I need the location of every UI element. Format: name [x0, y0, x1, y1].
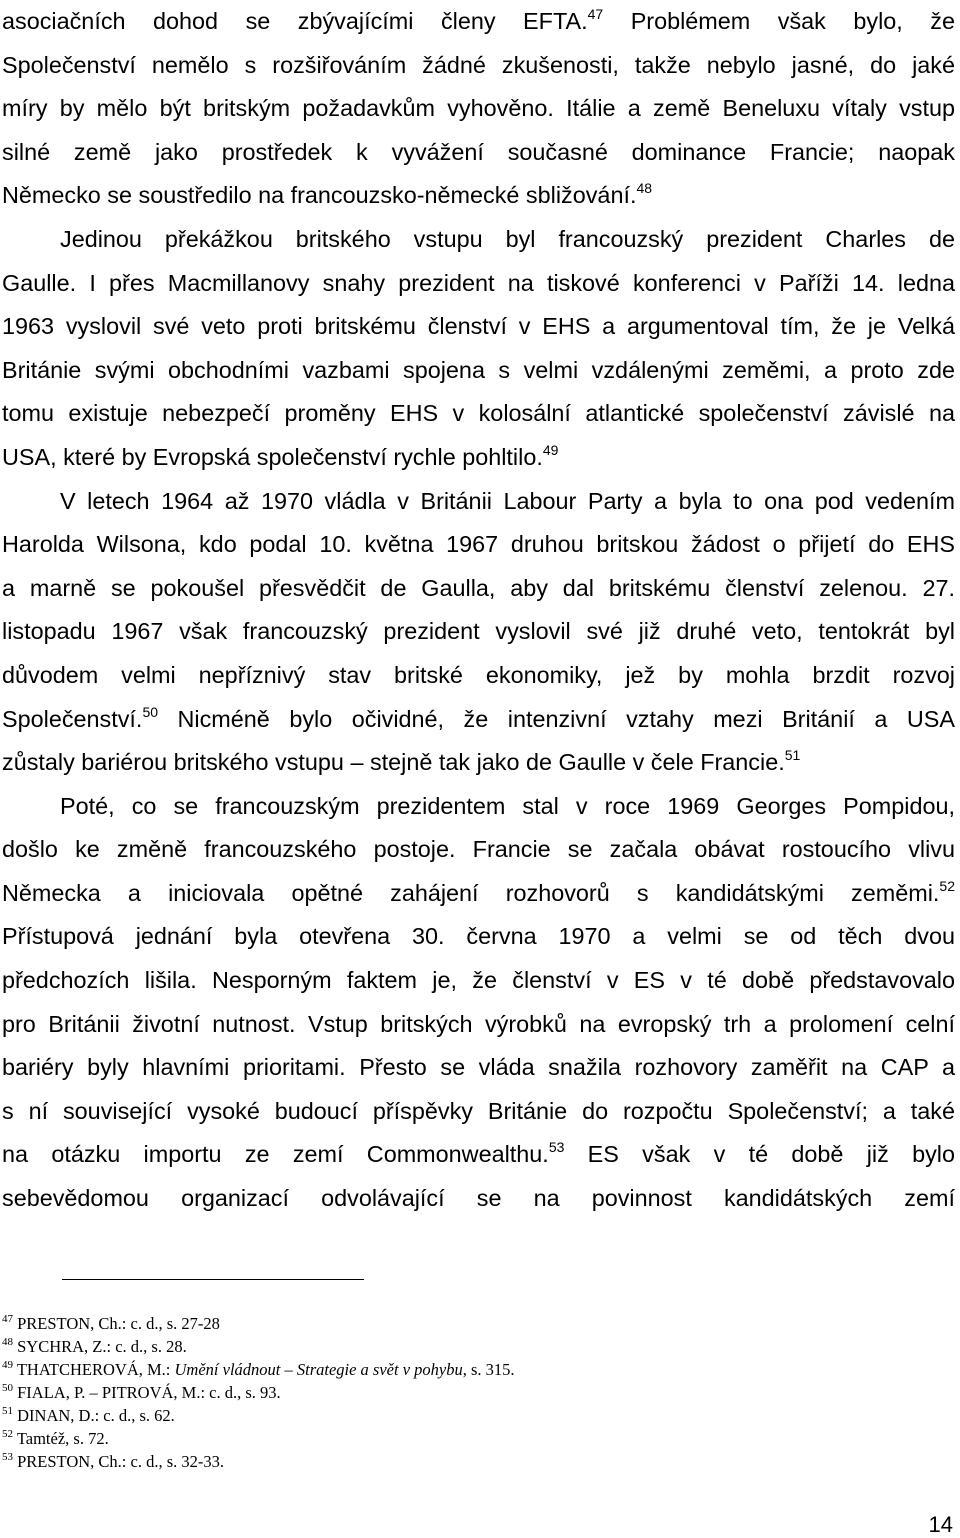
line-text: sebevědomou organizací odvolávající se na povinnost kandidátských zemí	[2, 1185, 955, 1212]
line-text: Společenství nemělo s rozšiřováním žádné zkušenosti, takže nebylo jasné, do jaké	[2, 51, 955, 78]
line-text: ES však v té době již bylo	[564, 1141, 955, 1168]
text-line	[2, 915, 955, 959]
line-text: Nicméně bylo očividné, že intenzivní vztahy mezi Británií a USA	[158, 705, 955, 732]
line-text: míry by mělo být britským požadavkům vyhověno. Itálie a země Beneluxu vítaly vstup	[2, 95, 955, 122]
footnote	[2, 1404, 902, 1427]
line-text: Německo se soustředilo na francouzsko-německé sbližování.	[2, 182, 637, 209]
line-text: bariéry byly hlavními prioritami. Přesto se vláda snažila rozhovory zaměřit na CAP a	[2, 1054, 955, 1081]
text-line	[2, 1133, 955, 1177]
footnotes	[2, 1312, 902, 1473]
text-line	[2, 610, 955, 654]
text-line	[2, 87, 955, 131]
footnote	[2, 1450, 902, 1473]
footnote-ref[interactable]: 53	[548, 1139, 565, 1156]
footnote-text: THATCHEROVÁ, M.:	[16, 1360, 175, 1379]
line-text: tomu existuje nebezpečí proměny EHS v kolosální atlantické společenství závislé na	[2, 400, 955, 427]
text-line	[2, 305, 955, 349]
text-line	[2, 1090, 955, 1134]
text-line	[2, 1177, 955, 1221]
footnote-number: 47	[2, 1313, 13, 1325]
line-text: asociačních dohod se zbývajícími členy EFTA.	[2, 8, 588, 34]
line-text: listopadu 1967 však francouzský prezident vyslovil své již druhé veto, tentokrát byl	[2, 618, 955, 645]
body-text	[2, 0, 955, 1221]
footnote-text: PRESTON, Ch.: c. d., s. 32-33.	[17, 1452, 225, 1471]
line-text: zůstaly bariérou britského vstupu – stejně tak jako de Gaulle v čele Francie.	[2, 749, 785, 776]
footnote	[2, 1427, 902, 1450]
footnote-separator	[62, 1279, 364, 1280]
line-text: USA, které by Evropská společenství rychle pohltilo.	[2, 443, 543, 470]
text-line	[2, 44, 955, 88]
text-line	[2, 785, 955, 829]
text-line	[2, 218, 955, 262]
line-text: 1963 vyslovil své veto proti britskému členství v EHS a argumentoval tím, že je Velká	[2, 313, 955, 340]
text-line	[2, 262, 955, 306]
text-line	[2, 1046, 955, 1090]
text-line	[2, 480, 955, 524]
line-text: Německa a iniciovala opětné zahájení rozhovorů s kandidátskými zeměmi.	[2, 879, 940, 906]
footnote-text: PRESTON, Ch.: c. d., s. 27-28	[17, 1314, 220, 1333]
text-line	[2, 349, 955, 393]
text-line	[2, 828, 955, 872]
footnote	[2, 1381, 902, 1404]
footnote-ref[interactable]: 49	[542, 441, 559, 458]
footnote-text: DINAN, D.: c. d., s. 62.	[17, 1406, 175, 1425]
text-line	[2, 1003, 955, 1047]
text-line	[2, 436, 955, 480]
footnote-ref[interactable]: 51	[784, 747, 801, 764]
line-text: silné země jako prostředek k vyvážení současné dominance Francie; naopak	[2, 138, 955, 165]
footnote-title: Umění vládnout – Strategie a svět v pohybu	[174, 1360, 463, 1379]
footnote-text: SYCHRA, Z.: c. d., s. 28.	[17, 1337, 187, 1356]
line-text: pro Británii životní nutnost. Vstup britských výrobků na evropský trh a prolomení celní	[2, 1010, 955, 1037]
text-line	[2, 959, 955, 1003]
footnote-number: 53	[2, 1451, 13, 1463]
text-line	[2, 654, 955, 698]
footnote-number: 52	[2, 1428, 13, 1440]
footnote-ref[interactable]: 50	[142, 703, 159, 720]
footnote-text: Tamtéž, s. 72.	[16, 1429, 109, 1448]
line-text: došlo ke změně francouzského postoje. Francie se začala obávat rostoucího vlivu	[2, 836, 955, 863]
text-line	[2, 0, 955, 44]
page-number: 14	[928, 1512, 953, 1537]
line-text: Jedinou překážkou britského vstupu byl francouzský prezident Charles de	[60, 225, 955, 252]
text-line	[2, 523, 955, 567]
footnote	[2, 1335, 902, 1358]
line-text: Problémem však bylo, že	[603, 8, 955, 34]
line-text: Poté, co se francouzským prezidentem stal v roce 1969 Georges Pompidou,	[60, 792, 955, 819]
footnote-ref[interactable]: 47	[587, 6, 604, 22]
footnote-number: 50	[2, 1382, 13, 1394]
footnote-text: FIALA, P. – PITROVÁ, M.: c. d., s. 93.	[17, 1383, 281, 1402]
footnote-number: 51	[2, 1405, 13, 1417]
footnote-ref[interactable]: 48	[636, 180, 653, 197]
line-text: na otázku importu ze zemí Commonwealthu.	[2, 1141, 549, 1168]
line-text: Přístupová jednání byla otevřena 30. června 1970 a velmi se od těch dvou	[2, 923, 955, 950]
line-text: důvodem velmi nepříznivý stav britské ekonomiky, jež by mohla brzdit rozvoj	[2, 661, 955, 688]
footnote	[2, 1312, 902, 1335]
text-line	[2, 567, 955, 611]
text-line	[2, 131, 955, 175]
line-text: předchozích lišila. Nesporným faktem je, že členství v ES v té době představovalo	[2, 967, 955, 994]
footnote-number: 49	[2, 1359, 13, 1371]
line-text: s ní související vysoké budoucí příspěvky Británie do rozpočtu Společenství; a také	[2, 1097, 955, 1124]
line-text: a marně se pokoušel přesvědčit de Gaulla, aby dal britskému členství zelenou. 27.	[2, 574, 955, 601]
line-text: Británie svými obchodními vazbami spojena s velmi vzdálenými zeměmi, a proto zde	[2, 356, 955, 383]
line-text: Společenství.	[2, 705, 143, 732]
line-text: V letech 1964 až 1970 vládla v Británii Labour Party a byla to ona pod vedením	[60, 487, 955, 514]
text-line	[2, 698, 955, 742]
line-text: Gaulle. I přes Macmillanovy snahy prezident na tiskové konferenci v Paříži 14. ledna	[2, 269, 955, 296]
text-line	[2, 741, 955, 785]
footnote	[2, 1358, 902, 1381]
footnote-ref[interactable]: 52	[939, 877, 955, 894]
text-line	[2, 392, 955, 436]
line-text: Harolda Wilsona, kdo podal 10. května 1967 druhou britskou žádost o přijetí do EHS	[2, 531, 955, 558]
text-line	[2, 872, 955, 916]
text-line	[2, 174, 955, 218]
footnote-number: 48	[2, 1336, 13, 1348]
footnote-text: , s. 315.	[462, 1360, 515, 1379]
